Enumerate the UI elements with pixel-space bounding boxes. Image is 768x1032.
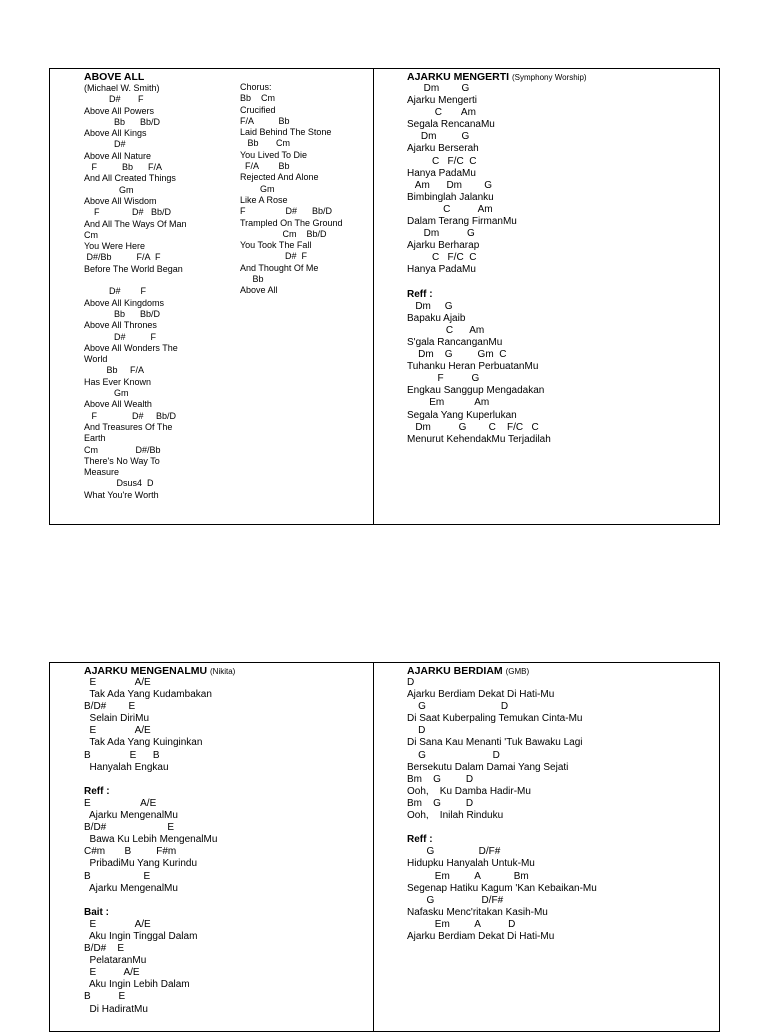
lyric-line: Nafasku Menc'ritakan Kasih-Mu: [407, 906, 548, 918]
lyric-line: Di Saat Kuberpaling Temukan Cinta-Mu: [407, 713, 583, 725]
lyric-line: Cm: [84, 229, 98, 240]
lyric-line: Segenap Hatiku Kagum 'Kan Kebaikan-Mu: [407, 882, 597, 894]
lyrics-block: [84, 677, 369, 1016]
lyric-line: Bimbinglah Jalanku: [407, 191, 494, 203]
lyrics-block: [407, 83, 717, 446]
lyric-line: C F/C C: [407, 155, 477, 167]
lyric-line: Bersekutu Dalam Damai Yang Sejati: [407, 761, 569, 773]
lyric-line: C Am: [407, 203, 493, 215]
lyric-line: Ajarku Berdiam Dekat Di Hati-Mu: [407, 930, 555, 942]
lyric-line: F D# Bb/D: [240, 206, 333, 217]
lyric-line: Dm G: [407, 300, 453, 312]
lyric-line: Measure: [84, 467, 120, 478]
lyric-line: B/D# E: [84, 701, 136, 713]
lyric-line: Ajarku MengenalMu: [84, 810, 178, 822]
lyric-line: Aku Ingin Tinggal Dalam: [84, 930, 198, 942]
lyric-line: You Took The Fall: [240, 240, 312, 251]
lyric-line: World: [84, 354, 108, 365]
lyric-line: Bm G D: [407, 773, 474, 785]
lyric-line: E A/E: [84, 918, 151, 930]
lyric-line: Has Ever Known: [84, 376, 152, 387]
lyric-line: Bb Bb/D: [84, 116, 161, 127]
song-artist: (Symphony Worship): [512, 73, 587, 82]
song-above-all: [84, 71, 234, 501]
lyric-line: Before The World Began: [84, 263, 183, 274]
lyric-line: Above All Nature: [84, 150, 152, 161]
song-title: AJARKU MENGERTI: [407, 71, 510, 83]
song-artist: (GMB): [505, 667, 530, 676]
lyric-line: Em Am: [407, 397, 490, 409]
lyric-line: G D: [407, 701, 509, 713]
lyric-line: Bm G D: [407, 797, 474, 809]
lyric-line: F D# Bb/D: [84, 410, 177, 421]
lyric-line: D# F: [84, 286, 147, 297]
lyric-line: [84, 895, 369, 907]
lyric-line: Dm G C F/C C: [407, 421, 539, 433]
song-title: AJARKU BERDIAM: [407, 665, 503, 677]
lyric-line: Ooh, Ku Damba Hadir-Mu: [407, 785, 531, 797]
lyric-line: (Michael W. Smith): [84, 83, 160, 93]
lyric-line: Dm G Gm C: [407, 349, 507, 361]
lyric-line: B/D# E: [84, 822, 175, 834]
lyric-line: You Lived To Die: [240, 149, 308, 160]
lyric-line: Tuhanku Heran PerbuatanMu: [407, 361, 539, 373]
lyric-line: Crucified: [240, 104, 276, 115]
lyric-line: Ooh, Inilah Rinduku: [407, 810, 504, 822]
lyric-line: What You're Worth: [84, 489, 159, 500]
song-title: AJARKU MENGENALMU: [84, 665, 208, 677]
lyrics-column-1: [84, 83, 234, 501]
lyric-line: D# F: [240, 251, 308, 262]
lyric-line: Selain DiriMu: [84, 713, 150, 725]
lyric-line: F G: [407, 373, 480, 385]
lyric-line: Menurut KehendakMu Terjadilah: [407, 433, 551, 445]
lyric-line: Above All Kingdoms: [84, 297, 165, 308]
lyric-line: Reff :: [407, 288, 433, 300]
lyric-line: Ajarku Berdiam Dekat Di Hati-Mu: [407, 689, 555, 701]
lyric-line: Ajarku Berserah: [407, 143, 479, 155]
lyric-line: Above All Wonders The: [84, 342, 178, 353]
lyric-line: Bb Cm: [240, 93, 276, 104]
lyric-line: Bb F/A: [84, 365, 145, 376]
lyric-line: Rejected And Alone: [240, 172, 319, 183]
lyrics-column-2: [240, 82, 370, 297]
column-divider: [373, 69, 374, 524]
lyric-line: Above All Powers: [84, 105, 155, 116]
song-ajarku-berdiam: [407, 665, 717, 943]
lyric-line: Engkau Sanggup Mengadakan: [407, 385, 545, 397]
lyric-line: Hidupku Hanyalah Untuk-Mu: [407, 858, 535, 870]
lyric-line: Aku Ingin Lebih Dalam: [84, 979, 190, 991]
lyric-line: PelataranMu: [84, 955, 147, 967]
lyric-line: C F/C C: [407, 252, 477, 264]
lyric-line: Above All Wisdom: [84, 195, 157, 206]
lyric-line: And Treasures Of The: [84, 421, 173, 432]
lyric-line: Di HadiratMu: [84, 1003, 148, 1015]
lyric-line: Bait :: [84, 906, 109, 918]
lyric-line: Em A D: [407, 918, 516, 930]
lyric-line: You Were Here: [84, 241, 146, 252]
lyric-line: PribadiMu Yang Kurindu: [84, 858, 198, 870]
lyric-line: Dm G: [407, 83, 470, 94]
lyric-line: Dm G: [407, 228, 475, 240]
lyric-line: Reff :: [407, 834, 433, 846]
lyric-line: C Am: [407, 107, 476, 119]
lyric-line: Reff :: [84, 785, 110, 797]
song-artist: (Nikita): [210, 667, 236, 676]
lyric-line: E A/E: [84, 725, 151, 737]
lyric-line: F/A Bb: [240, 115, 290, 126]
lyric-line: Earth: [84, 433, 106, 444]
lyric-line: Segala RencanaMu: [407, 119, 495, 131]
lyric-line: And All The Ways Of Man: [84, 218, 187, 229]
lyric-line: Hanyalah Engkau: [84, 761, 169, 773]
lyric-line: Above All Thrones: [84, 320, 157, 331]
lyric-line: [407, 822, 717, 834]
above-all-chorus: [240, 82, 370, 297]
lyric-line: Above All Wealth: [84, 399, 152, 410]
lyric-line: E A/E: [84, 677, 151, 688]
lyric-line: B E: [84, 870, 151, 882]
song-ajarku-mengerti: [407, 71, 717, 446]
lyric-line: B E B: [84, 749, 160, 761]
lyric-line: D: [407, 677, 415, 688]
lyric-line: B/D# E: [84, 943, 125, 955]
lyric-line: G D/F#: [407, 846, 501, 858]
lyric-line: Am Dm G: [407, 179, 493, 191]
lyric-line: Tak Ada Yang Kuinginkan: [84, 737, 203, 749]
lyric-line: Ajarku Mengerti: [407, 95, 478, 107]
lyric-line: Bb Bb/D: [84, 308, 161, 319]
lyric-line: S'gala RancanganMu: [407, 336, 503, 348]
lyric-line: Laid Behind The Stone: [240, 127, 332, 138]
lyric-line: [84, 275, 234, 286]
lyric-line: There's No Way To: [84, 455, 160, 466]
lyric-line: Chorus:: [240, 82, 272, 92]
lyric-line: Gm: [84, 184, 134, 195]
lyric-line: Above All: [240, 285, 278, 296]
lyric-line: B E: [84, 991, 126, 1003]
lyric-line: Trampled On The Ground: [240, 217, 343, 228]
lyric-line: Gm: [240, 183, 275, 194]
lyric-line: C#m B F#m: [84, 846, 177, 858]
song-title: ABOVE ALL: [84, 71, 145, 83]
lyric-line: Above All Kings: [84, 128, 147, 139]
column-divider: [373, 663, 374, 1031]
lyric-line: Gm: [84, 388, 129, 399]
lyric-line: D#/Bb F/A F: [84, 252, 161, 263]
lyric-line: Hanya PadaMu: [407, 167, 476, 179]
lyric-line: D# F: [84, 94, 144, 105]
lyric-line: Bb: [240, 274, 264, 285]
lyric-line: F D# Bb/D: [84, 207, 172, 218]
lyric-line: Bapaku Ajaib: [407, 312, 466, 324]
lyric-line: Cm Bb/D: [240, 228, 327, 239]
lyric-line: G D/F#: [407, 894, 504, 906]
lyric-line: Em A Bm: [407, 870, 529, 882]
lyric-line: Like A Rose: [240, 194, 288, 205]
lyric-line: [84, 774, 369, 786]
lyric-line: And Thought Of Me: [240, 262, 319, 273]
lyric-line: Hanya PadaMu: [407, 264, 476, 276]
lyric-line: D# F: [84, 331, 157, 342]
lyric-line: E A/E: [84, 967, 140, 979]
lyric-line: F/A Bb: [240, 161, 290, 172]
lyric-line: Ajarku Berharap: [407, 240, 480, 252]
lyric-line: Bawa Ku Lebih MengenalMu: [84, 834, 218, 846]
lyric-line: [407, 277, 717, 289]
lyric-line: D: [407, 725, 426, 737]
lyrics-block: [407, 677, 717, 943]
lyric-line: F Bb F/A: [84, 162, 163, 173]
lyric-line: Dalam Terang FirmanMu: [407, 216, 517, 228]
lyric-line: And All Created Things: [84, 173, 176, 184]
lyric-line: Dm G: [407, 131, 470, 143]
lyric-line: Bb Cm: [240, 138, 291, 149]
lyric-line: E A/E: [84, 797, 157, 809]
lyric-line: Ajarku MengenalMu: [84, 882, 178, 894]
song-sheet-bottom: [49, 662, 720, 1032]
lyric-line: Segala Yang Kuperlukan: [407, 409, 517, 421]
song-sheet-top: [49, 68, 720, 525]
lyric-line: Dsus4 D: [84, 478, 154, 489]
lyric-line: D#: [84, 139, 126, 150]
lyric-line: Di Sana Kau Menanti 'Tuk Bawaku Lagi: [407, 737, 583, 749]
lyric-line: Tak Ada Yang Kudambakan: [84, 689, 212, 701]
lyric-line: C Am: [407, 324, 485, 336]
song-ajarku-mengenalmu: [84, 665, 369, 1016]
lyric-line: Cm D#/Bb: [84, 444, 161, 455]
lyric-line: G D: [407, 749, 500, 761]
